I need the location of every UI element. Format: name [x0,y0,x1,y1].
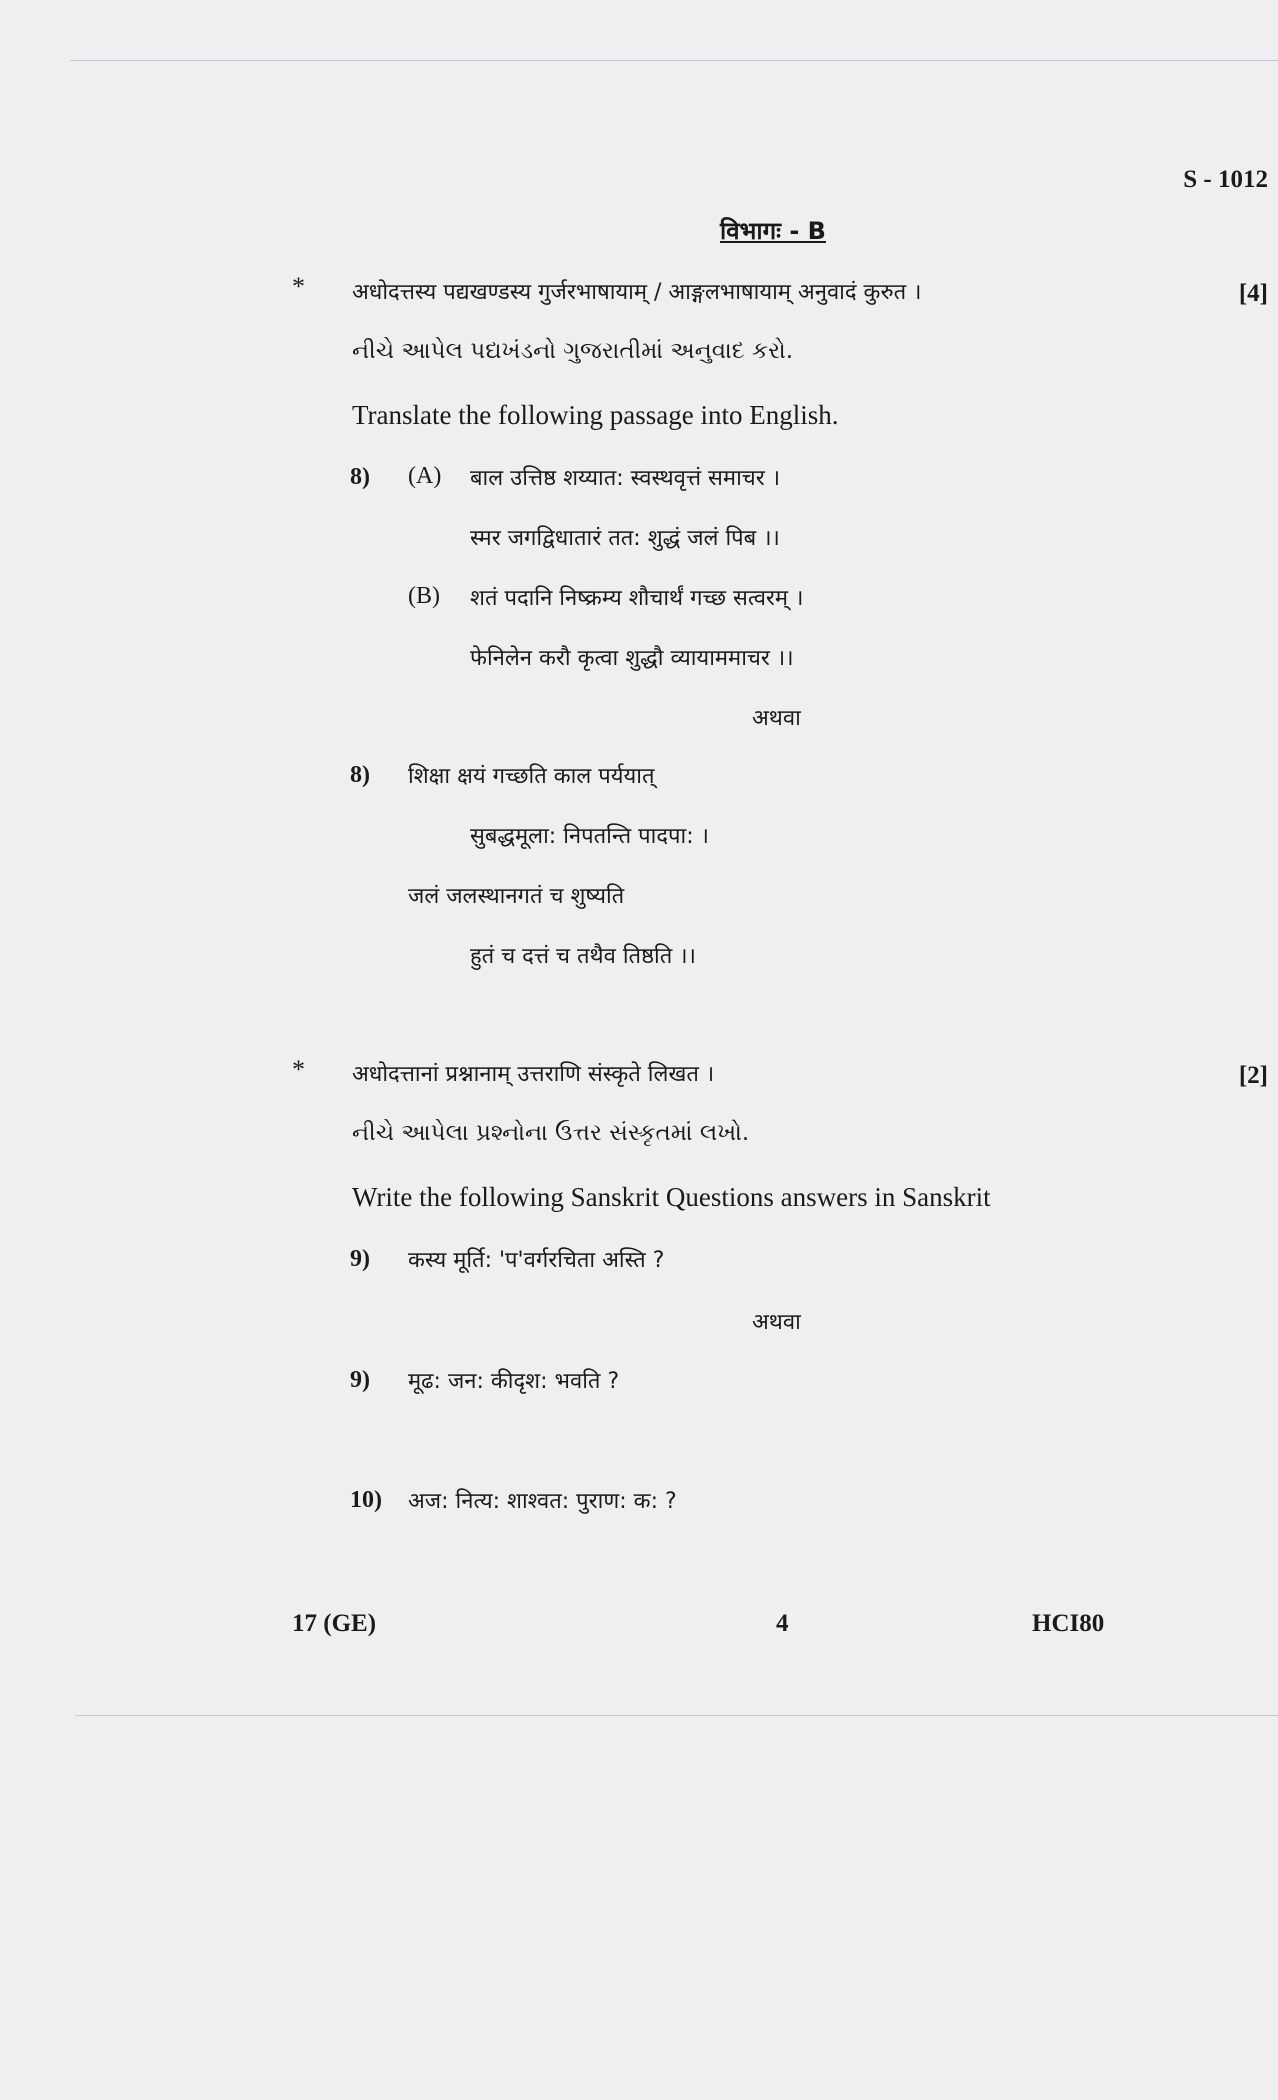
translate-instruction-english: Translate the following passage into English. [352,400,839,430]
alt-verse-line-2: सुबद्धमूला: निपतन्ति पादपा: । [470,824,709,849]
or-separator: अथवा [752,1310,801,1335]
alt-verse-line-1: शिक्षा क्षयं गच्छति काल पर्ययात् [408,764,655,789]
or-separator: अथवा [752,706,801,731]
verse-a-line-1: बाल उत्तिष्ठ शय्यात: स्वस्थवृत्तं समाचर । [470,466,781,491]
page-number: 4 [776,1610,789,1637]
verse-a-line-2: स्मर जगद्विधातारं तत: शुद्धं जलं पिब ।। [470,526,780,551]
question-star: * [292,1055,305,1084]
question-10-text: अज: नित्य: शाश्वत: पुराण: क: ? [408,1489,677,1514]
translate-instruction-sanskrit: अधोदत्तस्य पद्यखण्डस्य गुर्जरभाषायाम् / आङ्गलभाषायाम् अनुवादं कुरुत । [352,280,922,305]
answer-instruction-english: Write the following Sanskrit Questions answers in Sanskrit [352,1182,991,1212]
alt-verse-line-4: हुतं च दत्तं च तथैव तिष्ठति ।। [470,944,696,969]
paper-code: S - 1012 [1183,166,1268,193]
translate-marks: [4] [1238,280,1268,307]
alt-verse-line-3: जलं जलस्थानगतं च शुष्यति [408,884,625,909]
section-title: विभागः - B [720,217,826,245]
question-number: 9) [350,1367,370,1393]
answer-instruction-gujarati: નીચે આપેલા પ્રશ્નોના ઉત્તર સંસ્કૃતમાં લખો. [352,1120,750,1146]
answer-marks: [2] [1238,1062,1268,1089]
question-star: * [292,272,305,301]
answer-instruction-sanskrit: अधोदत्तानां प्रश्नानाम् उत्तराणि संस्कृते लिखत । [352,1062,715,1087]
question-9-text: कस्य मूर्ति: 'प'वर्गरचिता अस्ति ? [408,1248,665,1273]
question-number: 9) [350,1246,370,1272]
verse-b-line-2: फेनिलेन करौ कृत्वा शुद्धौ व्यायाममाचर ।। [470,646,794,671]
sub-label-b: (B) [408,583,440,609]
footer-left: 17 (GE) [292,1610,377,1637]
translate-instruction-gujarati: નીચે આપેલ પદ્યખંડનો ગુજરાતીમાં અનુવાદ કરો. [352,338,794,364]
footer-right: HCI80 [1032,1610,1105,1637]
question-number: 8) [350,464,370,490]
top-rule [70,60,1278,61]
question-9-alt-text: मूढ: जन: कीदृश: भवति ? [408,1369,620,1394]
bottom-rule [75,1715,1278,1716]
sub-label-a: (A) [408,463,442,489]
question-number: 8) [350,762,370,788]
verse-b-line-1: शतं पदानि निष्क्रम्य शौचार्थं गच्छ सत्वरम् । [470,586,804,611]
question-number: 10) [350,1487,382,1513]
